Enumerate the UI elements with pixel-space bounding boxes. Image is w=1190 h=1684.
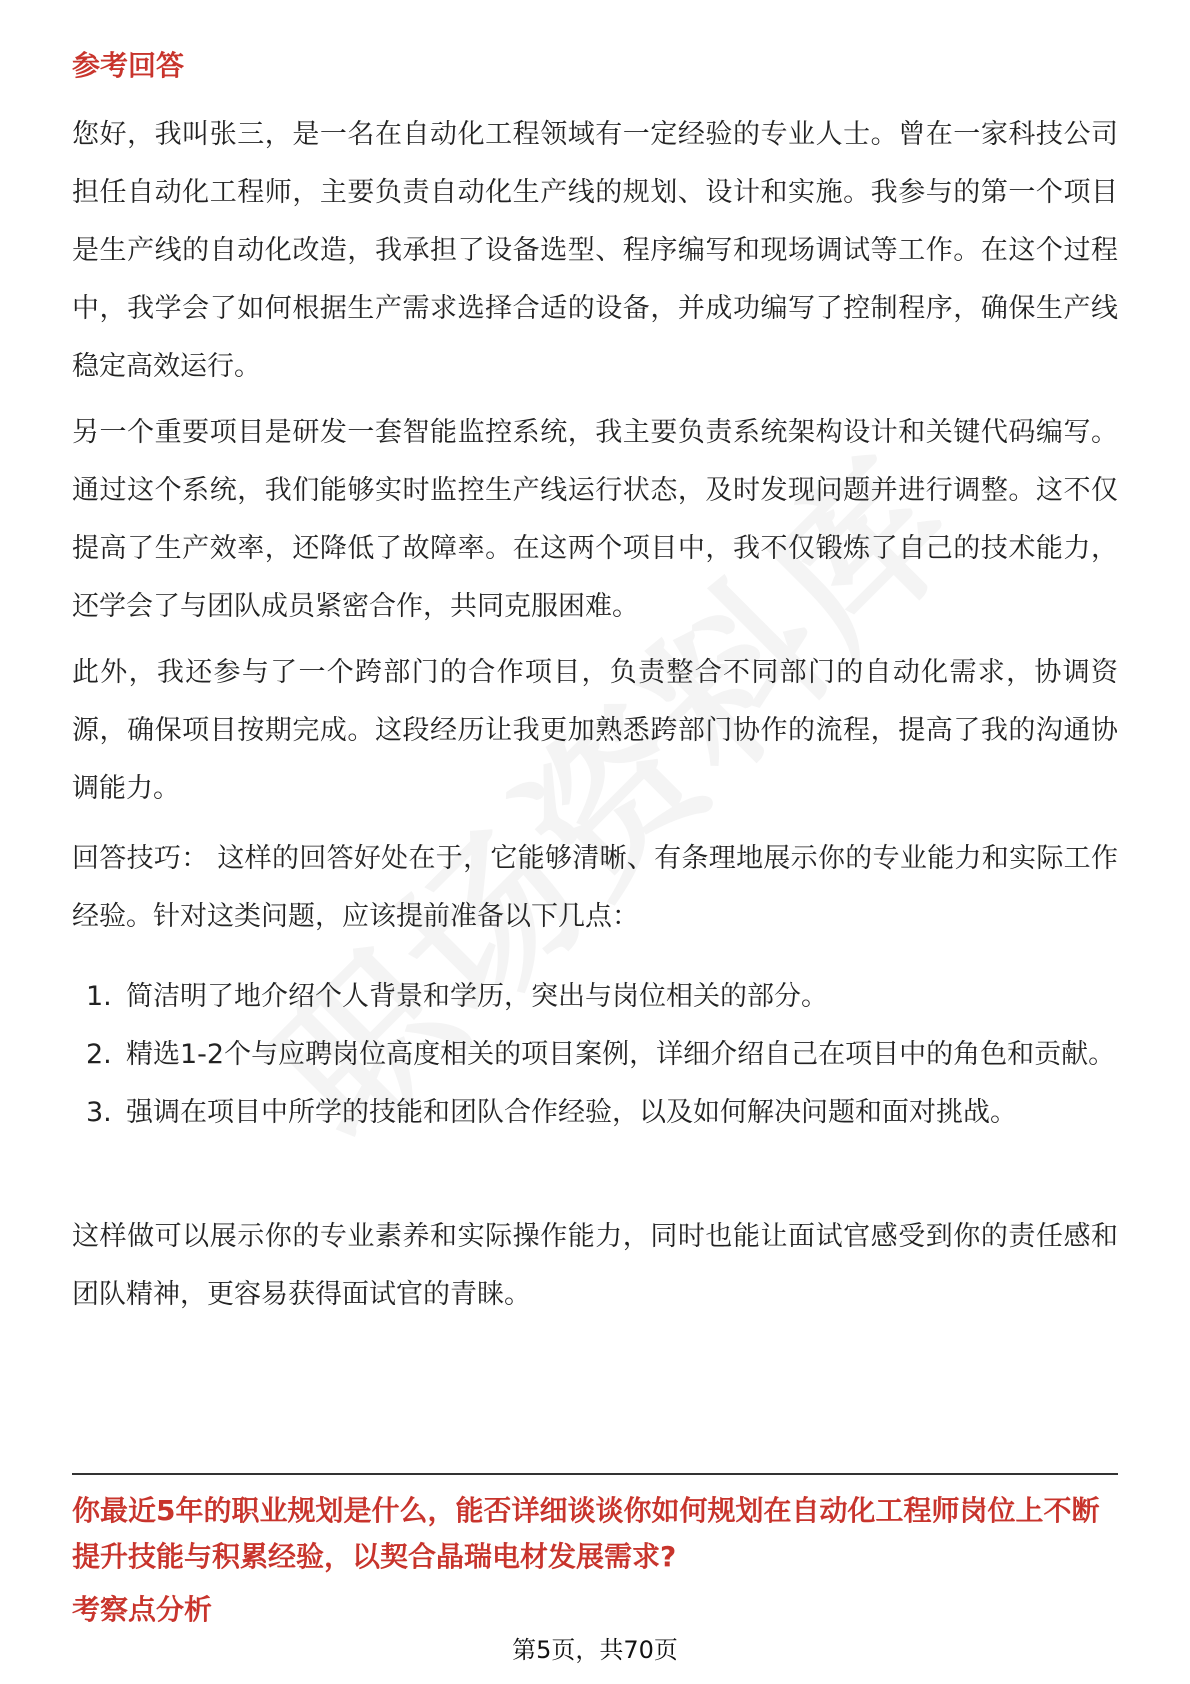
answer-paragraph-1: 您好，我叫张三，是一名在自动化工程领域有一定经验的专业人士。曾在一家科技公司担任自动化工程师，主要负责自动化生产线的规划、设计和实施。我参与的第一个项目是生产线的自动化改造，我承担了设备选型、程序编写和现场调试等工作。在这个过程中，我学会了如何根据生产需求选择合适的设备，并成功编写了控制程序，确保生产线稳定高效运行。 — [72, 119, 1118, 382]
answer-paragraph-2: 另一个重要项目是研发一套智能监控系统，我主要负责系统架构设计和关键代码编写。通过这个系统，我们能够实时监控生产线运行状态，及时发现问题并进行调整。这不仅提高了生产效率，还降低了故障率。在这两个项目中，我不仅锻炼了自己的技术能力，还学会了与团队成员紧密合作，共同克服困难。 — [72, 417, 1118, 622]
document-page — [72, 0, 1118, 1684]
list-item-text: 简洁明了地介绍个人背景和学历，突出与岗位相关的部分。 — [126, 981, 828, 1012]
list-number: 1. — [86, 981, 112, 1012]
analysis-heading: 考察点分析 — [72, 1593, 213, 1626]
list-number: 3. — [86, 1097, 112, 1128]
answer-closing-paragraph: 这样做可以展示你的专业素养和实际操作能力，同时也能让面试官感受到你的责任感和团队精神，更容易获得面试官的青睐。 — [72, 1221, 1118, 1310]
list-item-text: 精选1-2个与应聘岗位高度相关的项目案例，详细介绍自己在项目中的角色和贡献。 — [126, 1039, 1116, 1070]
interview-question: 你最近5年的职业规划是什么，能否详细谈谈你如何规划在自动化工程师岗位上不断提升技能与积累经验，以契合晶瑞电材发展需求? — [72, 1494, 1100, 1573]
answer-tips-intro: 回答技巧： 这样的回答好处在于，它能够清晰、有条理地展示你的专业能力和实际工作经验。针对这类问题，应该提前准备以下几点： — [72, 843, 1118, 932]
list-item — [72, 1026, 1118, 1084]
tips-list — [72, 968, 1118, 1142]
answer-paragraph-3: 此外，我还参与了一个跨部门的合作项目，负责整合不同部门的自动化需求，协调资源，确保项目按期完成。这段经历让我更加熟悉跨部门协作的流程，提高了我的沟通协调能力。 — [72, 657, 1118, 804]
list-number: 2. — [86, 1039, 112, 1070]
reference-answer-heading: 参考回答 — [72, 49, 185, 82]
list-item — [72, 1084, 1118, 1142]
list-item — [72, 968, 1118, 1026]
page-number-footer: 第5页，共70页 — [512, 1636, 678, 1664]
list-item-text: 强调在项目中所学的技能和团队合作经验，以及如何解决问题和面对挑战。 — [126, 1097, 1017, 1128]
section-divider — [72, 1473, 1118, 1475]
